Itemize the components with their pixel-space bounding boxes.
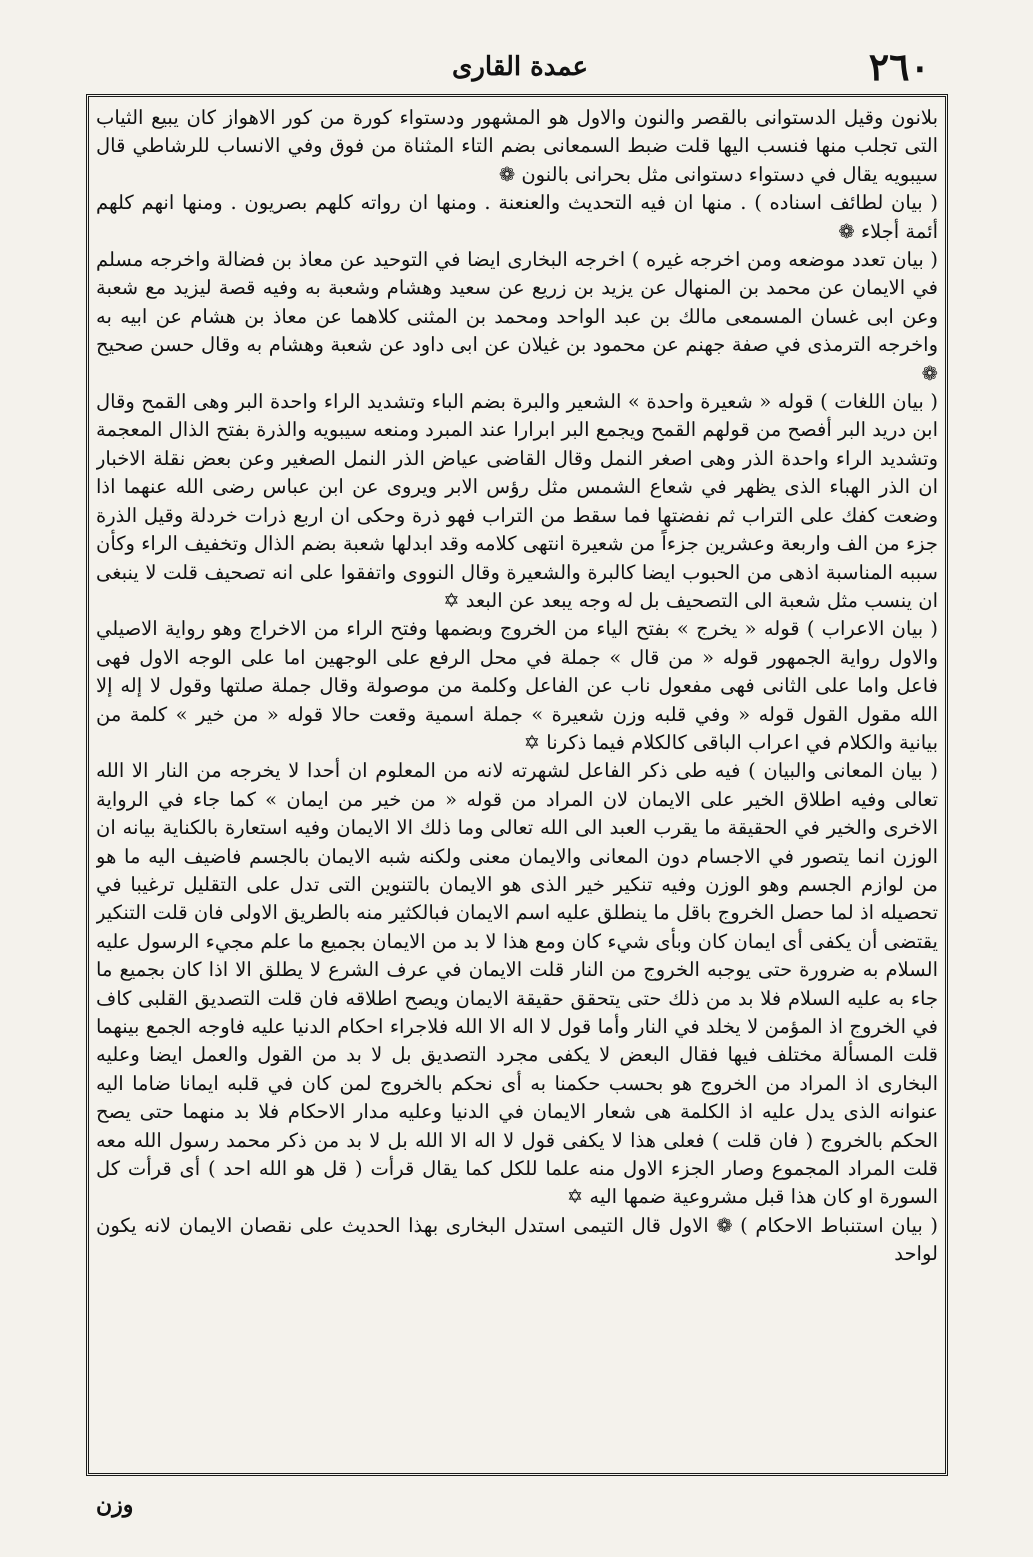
running-title: عمدة القارى: [452, 52, 588, 82]
paragraph-grammar: ( بيان الاعراب ) قوله « يخرج » بفتح الياء من الخروج وبضمها وفتح الراء من الاخراج وهو رواية الاصيلي والاول رواية الجمهور قوله « من قال » جملة في محل الرفع على الوجهين اما على الوجه الاول فهى فاعل واما على الثانى فهى مفعول ناب عن الفاعل وكلمة من موصولة وقال جملة صلتها وقول لا إله إلا الله مقول القول قوله « وفي قلبه وزن شعيرة » جملة اسمية وقعت حالا قوله « من خير » كلمة من بيانية والكلام في اعراب الباقى كالكلام فيما ذكرنا ✡: [96, 617, 938, 754]
catchword: وزن: [96, 1492, 134, 1518]
paragraph-narrators-note: بلانون وقيل الدستوانى بالقصر والنون والاول هو المشهور ودستواء كورة من كور الاهواز كان يبيع الثياب التى تجلب منها فنسب اليها قلت ضبط السمعانى بضم التاء المثناة من فوق وفي الانساب للرشاطي قال سيبويه يقال في دستواء دستوانى مثل بحرانى بالنون ❁: [96, 106, 938, 186]
page-header: [90, 44, 950, 90]
page-number: ٢٦٠: [868, 44, 930, 89]
paragraph-isnad-subtleties: ( بيان لطائف اسناده ) . منها ان فيه التحديث والعنعنة . ومنها ان رواته كلهم بصريون . ومنها انهم كلهم أئمة أجلاء ❁: [96, 191, 938, 243]
paragraph-rulings: ( بيان استنباط الاحكام ) ❁ الاول قال التيمى استدل البخارى بهذا الحديث على نقصان الايمان لانه يكون لواحد: [96, 1213, 938, 1266]
paragraph-lexicon: ( بيان اللغات ) قوله « شعيرة واحدة » الشعير والبرة بضم الباء وتشديد الراء واحدة البر وهى القمح وقال ابن دريد البر أفصح من قولهم القمح ويجمع البر ابرارا عند المبرد ومنعه سيبويه والذرة بفتح الذال المعجمة وتشديد الراء واحدة الذر وهى اصغر النمل وقال القاضى عياض الذر النمل الصغير وعن بعض نقلة الاخبار ان الذر الهباء الذى يظهر في شعاع الشمس مثل رؤس الابر ويروى عن ابن عباس رضى الله عنهما اذا وضعت كفك على التراب ثم نفضتها فما سقط من التراب فهو ذرة وحكى ان اربع ذرات خردلة وقيل الذرة جزء من الف واربعة وعشرين جزءاً من شعيرة انتهى كلامه وقد ابدلها شعبة بضم الذال وتخفيف الراء وكأن سببه المناسبة اذهى من الحبوب ايضا كالبرة والشعيرة وقال النووى واتفقوا على انه تصحيف قلت لا ينبغى ان ينسب مثل شعبة الى التصحيف بل له وجه يبعد عن البعد ✡: [96, 390, 938, 612]
main-text-block: [96, 104, 938, 1468]
paragraph-rhetoric: ( بيان المعانى والبيان ) فيه طى ذكر الفاعل لشهرته لانه من المعلوم ان أحدا لا يخرجه من النار الا الله تعالى وفيه اطلاق الخير على الايمان لان المراد من قوله « من خير من ايمان » كما جاء في الرواية الاخرى والخير في الحقيقة ما يقرب العبد الى الله تعالى وما ذلك الا الايمان وفيه استعارة بالكناية بيانه ان الوزن انما يتصور في الاجسام دون المعانى والايمان معنى ولكنه شبه الايمان بالجسم فاضيف اليه ما هو من لوازم الجسم وهو الوزن وفيه تنكير خير الذى هو الايمان بالتنوين التى تدل على التقليل ترغيبا في تحصيله اذ لما حصل الخروج باقل ما ينطلق عليه اسم الايمان فبالكثير منه بالطريق الاولى فان قلت التنكير يقتضى أن يكفى أى ايمان كان وبأى شيء كان ومع هذا لا بد من الايمان بجميع ما علم مجيء الرسول عليه السلام به ضرورة حتى يوجبه الخروج من النار قلت الايمان في عرف الشرع لا يطلق الا اذا كان بجميع ما جاء به عليه السلام فلا بد من ذلك حتى يتحقق حقيقة الايمان ويصح اطلاقه فان قلت التصديق القلبى كاف في الخروج اذ المؤمن لا يخلد في النار وأما قول لا اله الا الله فلاجراء احكام الدنيا عليه فاوجه الجمع بينهما قلت المسألة مختلف فيها فقال البعض لا يكفى مجرد التصديق بل لا بد من القول والعمل ايضا وعليه البخارى اذ المراد من الخروج هو بحسب حكمنا به أى نحكم بالخروج لمن كان في قلبه ايمانا ضاما اليه عنوانه الذى يدل عليه اذ الكلمة هى شعار الايمان في الدنيا وعليه مدار الاحكام فلا بد منهما حتى يصح الحكم بالخروج ( فان قلت ) فعلى هذا لا يكفى قول لا اله الا الله بل لا بد من ذكر محمد رسول الله معه قلت المراد المجموع وصار الجزء الاول منه علما للكل كما يقال قرأت ( قل هو الله احد ) أى قرأت كل السورة او كان هذا قبل مشروعية ضمها اليه ✡: [96, 759, 938, 1209]
paragraph-other-sources: ( بيان تعدد موضعه ومن اخرجه غيره ) اخرجه البخارى ايضا في التوحيد عن معاذ بن فضالة واخرجه مسلم في الايمان عن محمد بن المنهال عن يزيد بن زريع عن سعيد وهشام وشعبة به وفيه قصة ليزيد مع شعبة وعن ابى غسان المسمعى مالك بن عبد الواحد ومحمد بن المثنى كلاهما عن معاذ بن هشام عن ابيه به واخرجه الترمذى في صفة جهنم عن محمود بن غيلان عن ابى داود عن شعبة وهشام به وقال حسن صحيح ❁: [96, 248, 938, 385]
